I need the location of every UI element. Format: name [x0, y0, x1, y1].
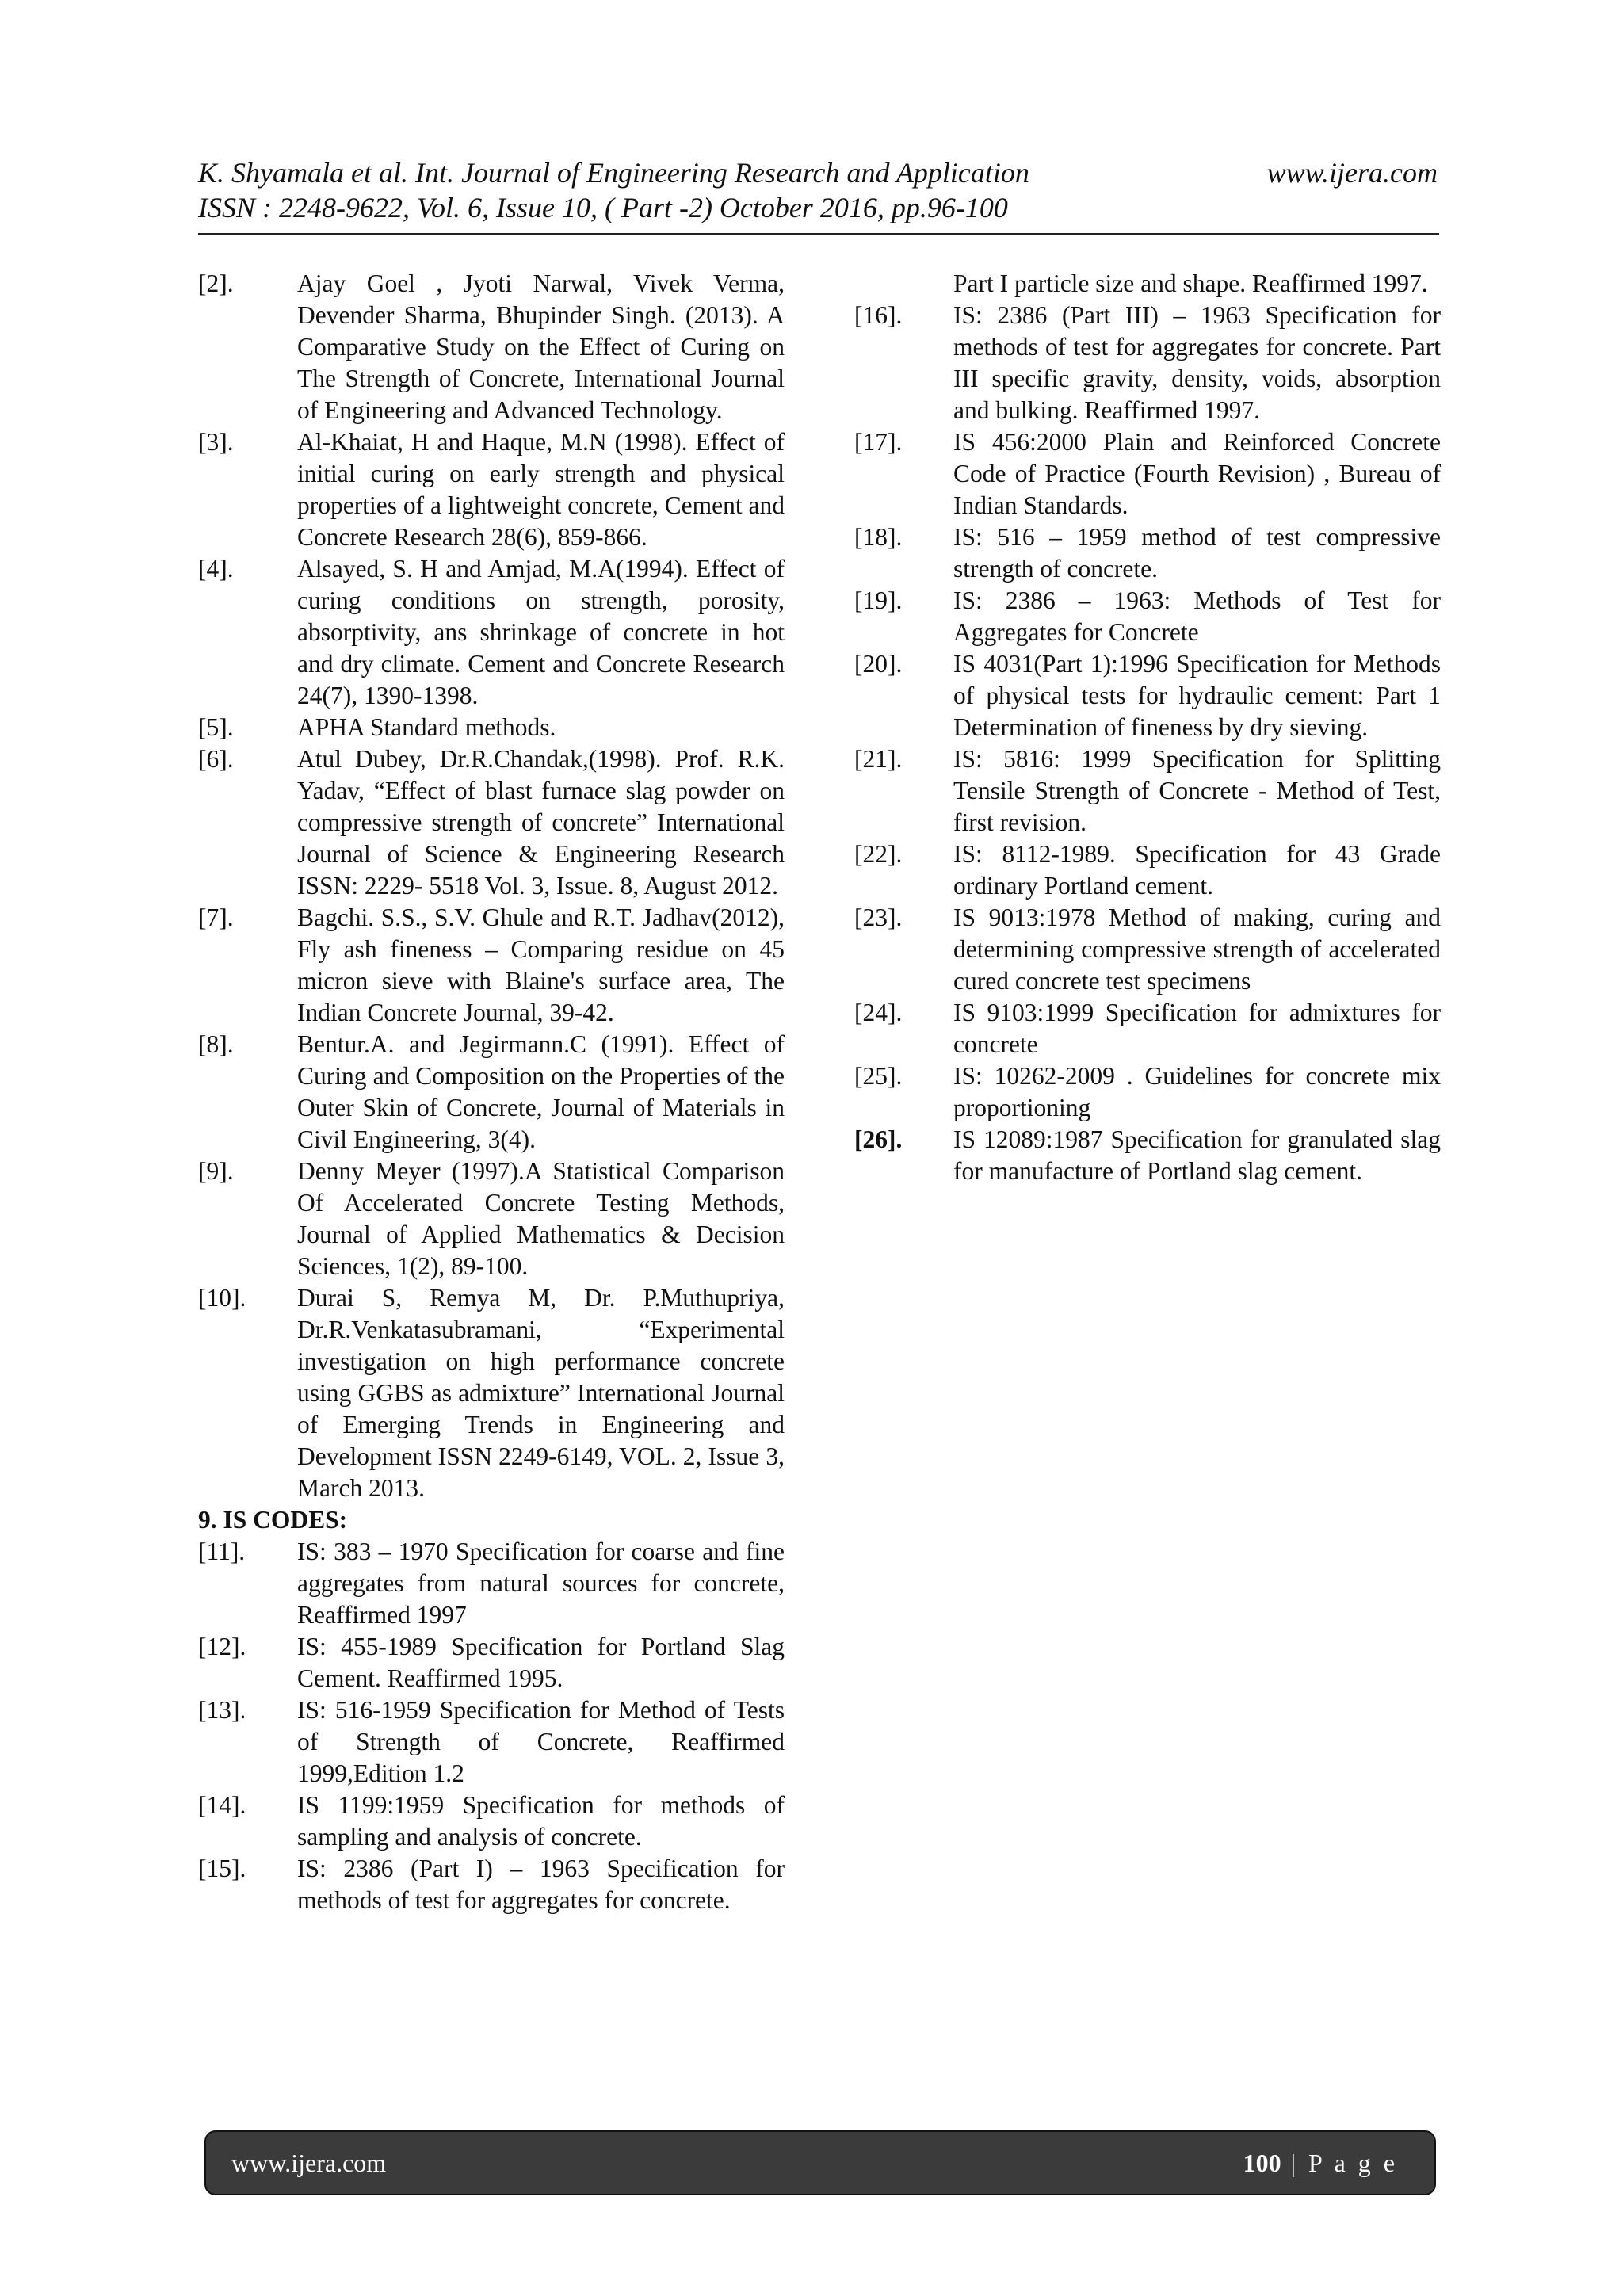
reference-text: IS: 5816: 1999 Specification for Splitting Tensile Strength of Concrete - Method of Test, first revision.: [953, 745, 1441, 836]
footer-website: www.ijera.com: [231, 2148, 387, 2177]
reference-text: IS: 2386 – 1963: Methods of Test for Aggregates for Concrete: [953, 586, 1441, 646]
reference-item: [854, 743, 1441, 839]
reference-item: [854, 585, 1441, 648]
reference-text: Bagchi. S.S., S.V. Ghule and R.T. Jadhav(2012), Fly ash fineness – Comparing residue on 45 micron sieve with Blaine's surface area, The Indian Concrete Journal, 39-42.: [297, 904, 785, 1026]
reference-item: [198, 268, 785, 426]
reference-item: [854, 902, 1441, 997]
reference-text: IS: 2386 (Part III) – 1963 Specification for methods of test for aggregates for concrete. Part III specific gravity, density, voids, absorption and bulking. Reaffirmed 1997.: [953, 301, 1441, 424]
reference-text: IS: 8112-1989. Specification for 43 Grade ordinary Portland cement.: [953, 840, 1441, 900]
reference-text: Denny Meyer (1997).A Statistical Comparison Of Accelerated Concrete Testing Methods, Journal of Applied Mathematics & Decision Sciences, 1(2), 89-100.: [297, 1157, 785, 1280]
reference-number: [13].: [198, 1696, 246, 1724]
reference-text: Al-Khaiat, H and Haque, M.N (1998). Effect of initial curing on early strength and physical properties of a lightweight concrete, Cement and Concrete Research 28(6), 859-866.: [297, 428, 785, 551]
reference-text: APHA Standard methods.: [297, 713, 556, 741]
reference-text: IS 456:2000 Plain and Reinforced Concrete Code of Practice (Fourth Revision) , Bureau of Indian Standards.: [953, 428, 1441, 519]
reference-number: [7].: [198, 904, 234, 931]
reference-text: IS: 383 – 1970 Specification for coarse and fine aggregates from natural sources for concrete, Reaffirmed 1997: [297, 1538, 785, 1629]
reference-number: [8].: [198, 1030, 234, 1058]
page-indicator: [1243, 2149, 1398, 2178]
reference-text: Atul Dubey, Dr.R.Chandak,(1998). Prof. R.K. Yadav, “Effect of blast furnace slag powder on compressive strength of concrete” International Journal of Science & Engineering Research ISSN: 2229- 5518 Vol. 3, Issue. 8, August 2012.: [297, 745, 785, 900]
reference-number: [12].: [198, 1633, 246, 1660]
reference-item: [854, 426, 1441, 521]
issn-line: ISSN : 2248-9622, Vol. 6, Issue 10, ( Part -2) October 2016, pp.96-100: [198, 192, 1008, 223]
reference-item: [198, 1631, 785, 1694]
reference-number: [23].: [854, 904, 903, 931]
reference-item: [198, 1029, 785, 1156]
reference-item: [854, 1060, 1441, 1124]
reference-continuation: [854, 268, 1441, 300]
page-footer: [204, 2130, 1436, 2195]
reference-item: [198, 1790, 785, 1853]
page-label: | P a g e: [1290, 2148, 1398, 2177]
reference-text: IS 9103:1999 Specification for admixtures for concrete: [953, 999, 1441, 1058]
reference-text: IS 4031(Part 1):1996 Specification for Methods of physical tests for hydraulic cement: Part 1 Determination of fineness by dry sieving.: [953, 650, 1441, 741]
reference-number: [21].: [854, 745, 903, 773]
reference-text: IS: 2386 (Part I) – 1963 Specification for methods of test for aggregates for concrete.: [297, 1855, 785, 1914]
reference-text: IS: 516 – 1959 method of test compressive strength of concrete.: [953, 523, 1441, 583]
reference-number: [18].: [854, 523, 903, 551]
reference-number: [26].: [854, 1125, 903, 1153]
running-header: [198, 155, 1438, 225]
header-website: www.ijera.com: [1266, 157, 1438, 189]
reference-text: IS 12089:1987 Specification for granulated slag for manufacture of Portland slag cement.: [953, 1125, 1441, 1185]
reference-item: [198, 1156, 785, 1282]
reference-number: [19].: [854, 586, 903, 614]
reference-number: [17].: [854, 428, 903, 456]
reference-item: [854, 648, 1441, 743]
reference-text: Alsayed, S. H and Amjad, M.A(1994). Effect of curing conditions on strength, porosity, absorptivity, ans shrinkage of concrete in hot and dry climate. Cement and Concrete Research 24(7), 1390-1398.: [297, 555, 785, 709]
reference-item: [198, 743, 785, 902]
reference-item: [198, 1536, 785, 1631]
reference-number: [14].: [198, 1791, 246, 1819]
journal-title: K. Shyamala et al. Int. Journal of Engineering Research and Application: [198, 157, 1029, 189]
reference-number: [15].: [198, 1855, 246, 1882]
reference-text: IS 9013:1978 Method of making, curing and determining compressive strength of accelerated cured concrete test specimens: [953, 904, 1441, 995]
reference-item: [198, 1694, 785, 1790]
reference-number: [9].: [198, 1157, 234, 1185]
reference-number: [10].: [198, 1284, 246, 1312]
reference-number: [25].: [854, 1062, 903, 1090]
reference-number: [16].: [854, 301, 903, 329]
header-rule: [198, 233, 1439, 235]
left-column: [198, 268, 785, 1916]
reference-number: [20].: [854, 650, 903, 678]
reference-number: [2].: [198, 269, 234, 297]
reference-number: [6].: [198, 745, 234, 773]
reference-number: [11].: [198, 1538, 246, 1565]
reference-item: [198, 1282, 785, 1504]
reference-item: [198, 553, 785, 712]
reference-item: [854, 839, 1441, 902]
reference-item: [198, 902, 785, 1029]
reference-item: [854, 997, 1441, 1060]
reference-number: [24].: [854, 999, 903, 1026]
reference-number: [3].: [198, 428, 234, 456]
reference-text: IS: 516-1959 Specification for Method of Tests of Strength of Concrete, Reaffirmed 1999,Edition 1.2: [297, 1696, 785, 1787]
reference-number: [22].: [854, 840, 903, 868]
reference-item: [198, 1853, 785, 1916]
reference-text: Durai S, Remya M, Dr. P.Muthupriya, Dr.R.Venkatasubramani, “Experimental investigation on high performance concrete using GGBS as admixture” International Journal of Emerging Trends in Engineering and Development ISSN 2249-6149, VOL. 2, Issue 3, March 2013.: [297, 1284, 785, 1502]
reference-text: Part I particle size and shape. Reaffirmed 1997.: [953, 269, 1428, 297]
reference-item: [854, 300, 1441, 426]
reference-item: [854, 1124, 1441, 1187]
reference-number: [5].: [198, 713, 234, 741]
reference-text: Ajay Goel , Jyoti Narwal, Vivek Verma, Devender Sharma, Bhupinder Singh. (2013). A Comparative Study on the Effect of Curing on The Strength of Concrete, International Journal of Engineering and Advanced Technology.: [297, 269, 785, 424]
reference-text: IS 1199:1959 Specification for methods of sampling and analysis of concrete.: [297, 1791, 785, 1851]
reference-number: [4].: [198, 555, 234, 583]
reference-item: [198, 426, 785, 553]
reference-item: [854, 521, 1441, 585]
right-column: [854, 268, 1441, 1187]
page-number: 100: [1243, 2148, 1281, 2177]
reference-item: [198, 712, 785, 743]
section-heading: 9. IS CODES:: [198, 1506, 348, 1534]
reference-text: Bentur.A. and Jegirmann.C (1991). Effect of Curing and Composition on the Properties of the Outer Skin of Concrete, Journal of Materials in Civil Engineering, 3(4).: [297, 1030, 785, 1153]
reference-text: IS: 455-1989 Specification for Portland Slag Cement. Reaffirmed 1995.: [297, 1633, 785, 1692]
reference-text: IS: 10262-2009 . Guidelines for concrete mix proportioning: [953, 1062, 1441, 1121]
